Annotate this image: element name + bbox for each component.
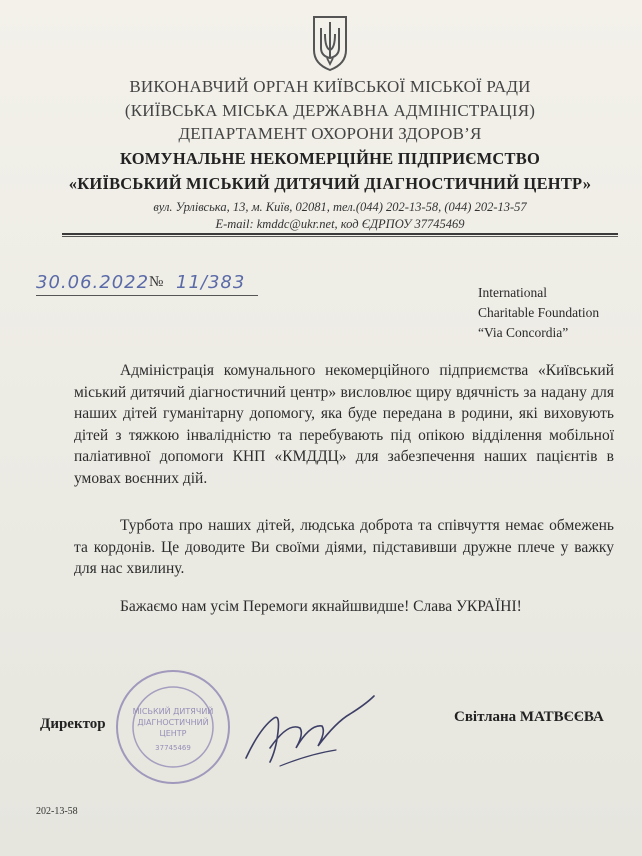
svg-text:37745469: 37745469 [155, 744, 191, 752]
footer-phone: 202-13-58 [36, 806, 78, 817]
svg-text:ДІАГНОСТИЧНИЙ: ДІАГНОСТИЧНИЙ [137, 718, 209, 727]
official-stamp [114, 668, 232, 786]
svg-text:ЦЕНТР: ЦЕНТР [159, 729, 187, 738]
letterhead-line-1: ВИКОНАВЧИЙ ОРГАН КИЇВСЬКОЇ МІСЬКОЇ РАДИ [129, 77, 531, 96]
body-paragraph-1: Адміністрація комунального некомерційного підприємства «Київський міський дитячий діагностичний центр» висловлює щиру вдячність за надану для наших дітей гуманітарну допомогу, яка буде передана в родини, які виховують дітей з тяжкою інвалідністю та перебувають під опікою відділення мобільної паліативної допомоги КНП «КМДДЦ» для забезпечення наших пацієнтів в умовах воєнних дій. [74, 362, 614, 487]
letterhead-line-5: «КИЇВСЬКИЙ МІСЬКИЙ ДИТЯЧИЙ ДІАГНОСТИЧНИЙ ЦЕНТР» [68, 174, 592, 193]
body-paragraph-2: Турбота про наших дітей, людська доброта та співчуття немає обмежень та кордонів. Це доводите Ви своїми діями, підставивши дружне плече у важку для нас хвилину. [74, 517, 614, 577]
recipient-line-3: “Via Concordia” [478, 325, 569, 340]
reference-number: 11/383 [176, 272, 246, 293]
recipient-line-1: International [478, 285, 547, 300]
letterhead-line-3: ДЕПАРТАМЕНТ ОХОРОНИ ЗДОРОВ’Я [178, 124, 482, 143]
svg-text:МІСЬКИЙ ДИТЯЧИЙ: МІСЬКИЙ ДИТЯЧИЙ [132, 707, 214, 716]
reference-line [36, 272, 266, 298]
letterhead-rule-thin [62, 236, 618, 237]
letterhead-line-4: КОМУНАЛЬНЕ НЕКОМЕРЦІЙНЕ ПІДПРИЄМСТВО [119, 149, 540, 168]
trident-coat-of-arms-icon [311, 14, 349, 72]
letterhead-contacts: E-mail: kmddc@ukr.net, код ЄДРПОУ 37745469 [215, 217, 465, 231]
reference-date: 30.06.2022 [36, 272, 150, 293]
reference-underline [36, 295, 258, 296]
signatory-name: Світлана МАТВЄЄВА [454, 709, 604, 725]
signatory-position: Директор [40, 716, 106, 732]
handwritten-signature [240, 688, 380, 774]
letterhead-rule [62, 233, 618, 235]
letterhead-line-2: (КИЇВСЬКА МІСЬКА ДЕРЖАВНА АДМІНІСТРАЦІЯ) [124, 101, 536, 120]
recipient-block [478, 283, 599, 343]
recipient-line-2: Charitable Foundation [478, 305, 600, 320]
reference-number-label: № [149, 274, 164, 290]
letterhead-address: вул. Урлівська, 13, м. Київ, 02081, тел.(044) 202-13-58, (044) 202-13-57 [153, 200, 527, 214]
closing-wish: Бажаємо нам усім Перемоги якнайшвидше! Слава УКРАЇНІ! [120, 598, 522, 615]
